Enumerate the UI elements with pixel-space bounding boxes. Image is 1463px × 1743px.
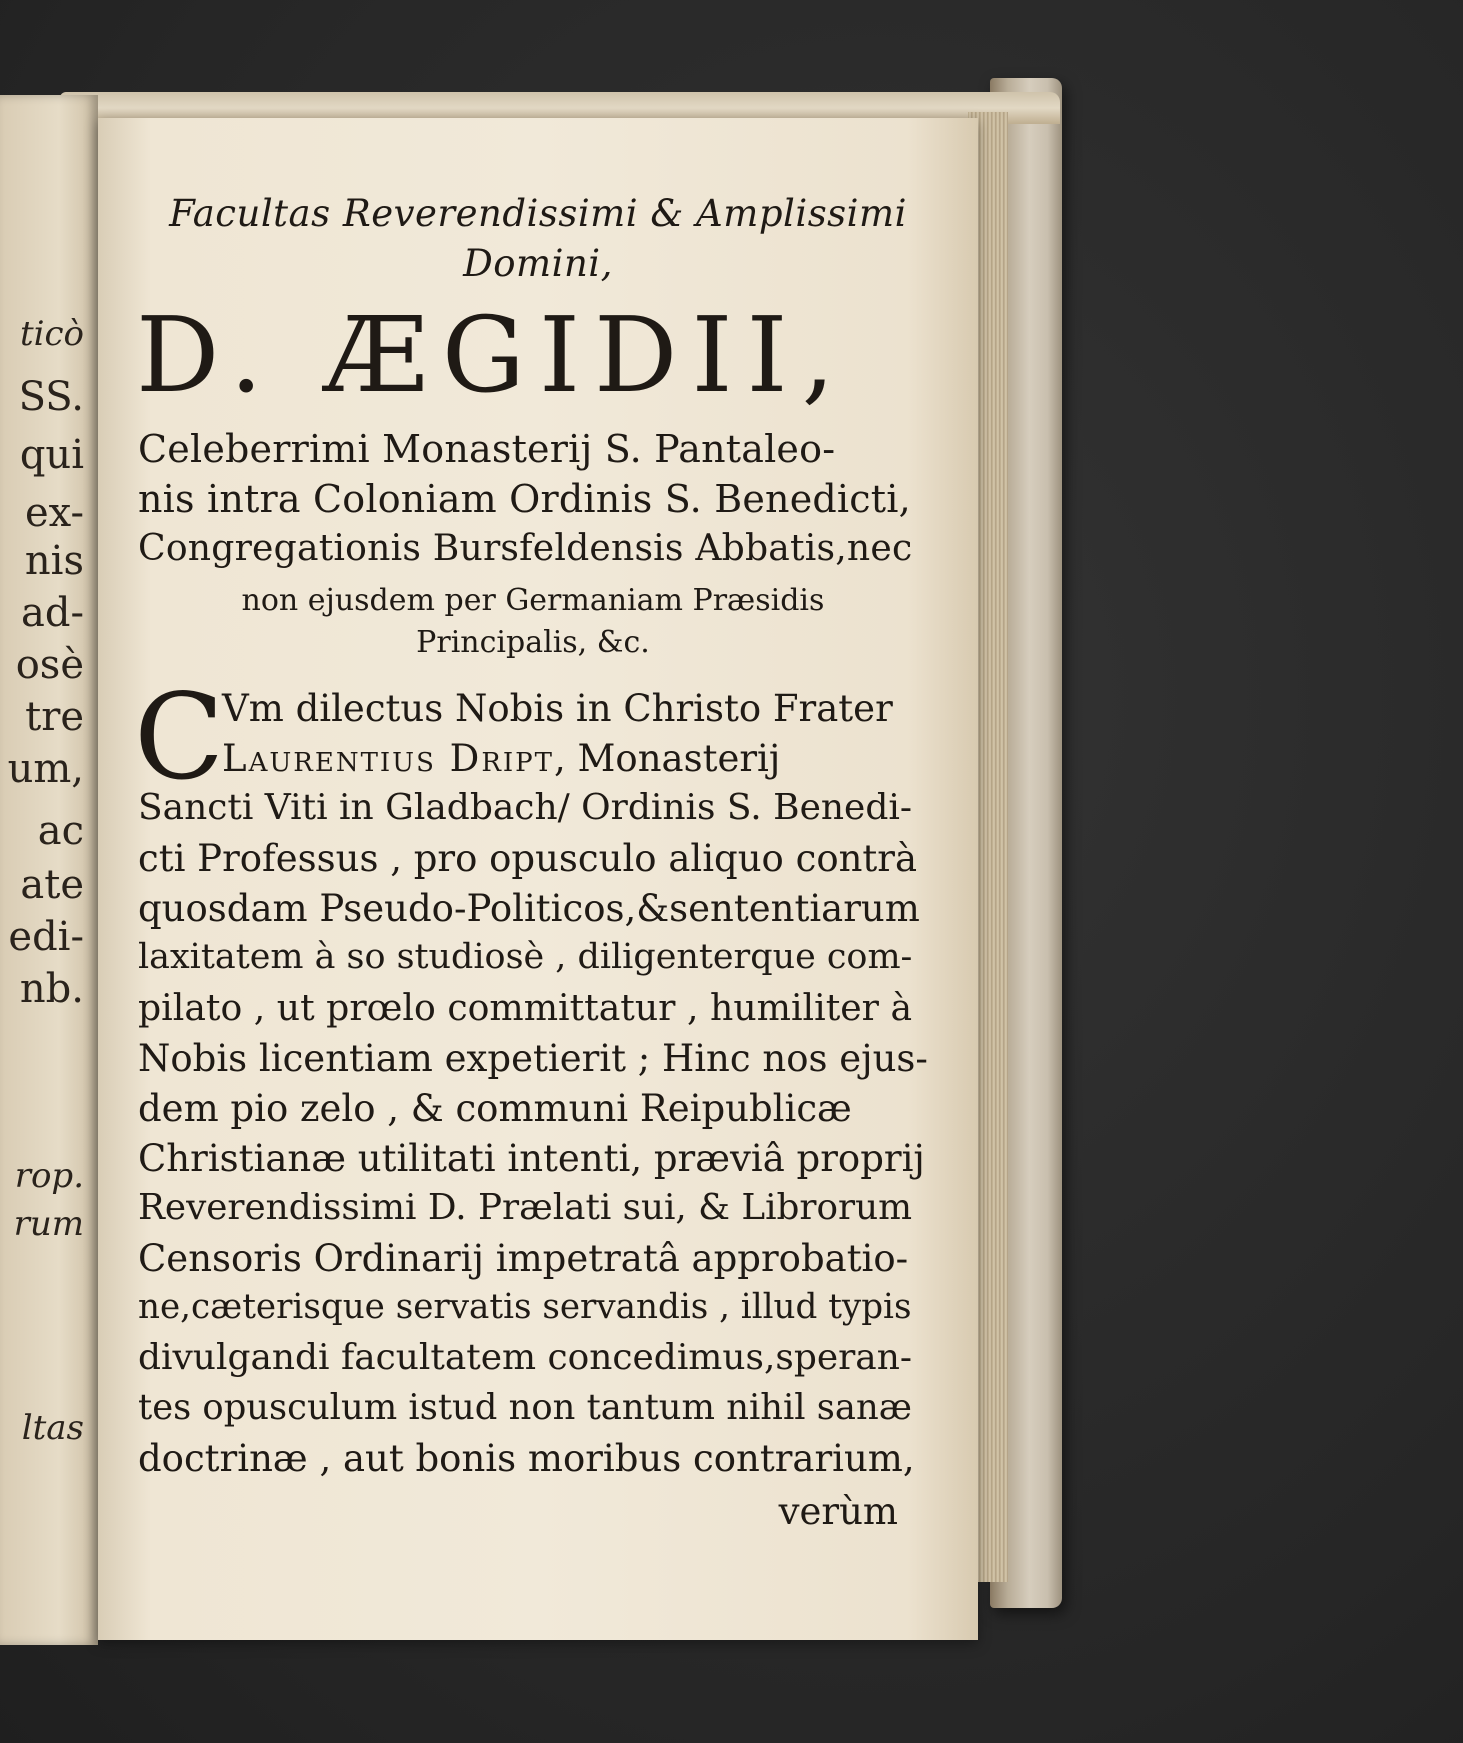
body-line: Nobis licentiam expetierit ; Hinc nos ejus- [138,1037,928,1080]
body-line: tes opusculum istud non tantum nihil sanæ [138,1387,912,1428]
title-line: Congregationis Bursfeldensis Abbatis,nec [138,526,913,569]
body-line: quosdam Pseudo-Politicos,&sententiarum [138,887,920,930]
title-line: Celeberrimi Monasterij S. Pantaleo- [138,427,836,471]
abbot-name: D. ÆGIDII, [136,294,849,416]
right-page [98,118,978,1640]
left-fragment: qui [19,432,84,478]
body-line-names [222,737,928,780]
body-line-suffix: , Monasterij [554,737,781,780]
left-fragment: nb. [19,966,84,1012]
body-line: divulgandi facultatem concedimus,speran- [138,1337,913,1378]
body-line: ne,cæterisque servatis servandis , illud typis [138,1287,912,1327]
body-line: dem pio zelo , & communi Reipublicæ [138,1087,852,1130]
left-fragment: nis [24,538,84,584]
drop-cap: C [134,668,225,806]
left-fragment: ltas [21,1408,84,1448]
left-fragment: ad- [21,590,84,636]
body-line: Censoris Ordinarij impetratâ approbatio- [138,1237,909,1280]
left-fragment: osè [15,642,84,688]
author-name: Laurentius Dript [222,737,555,780]
title-line: nis intra Coloniam Ordinis S. Benedicti, [138,477,911,521]
left-fragment: rop. [14,1156,84,1196]
left-fragment: tre [25,694,84,740]
left-fragment: ate [20,862,84,908]
title-small-line: Principalis, &c. [416,625,650,660]
left-fragment: SS. [18,374,84,420]
body-line: Vm dilectus Nobis in Christo Frater [222,687,893,730]
left-fragment: edi- [8,914,84,960]
left-fragment: ticò [19,314,84,354]
body-line: Reverendissimi D. Prælati sui, & Librorum [138,1187,913,1228]
catchword: verùm [778,1490,898,1533]
left-fragment: um, [7,746,84,792]
left-fragment: rum [13,1204,84,1244]
body-line: Christianæ utilitati intenti, præviâ proprij [138,1137,925,1180]
heading-line-1: Facultas Reverendissimi & Amplissimi [169,192,907,235]
body-line: doctrinæ , aut bonis moribus contrarium, [138,1437,915,1480]
body-line: laxitatem à so studiosè , diligenterque com- [138,937,913,977]
body-line: pilato , ut prœlo committatur , humiliter à [138,986,913,1029]
left-fragment: ac [37,808,84,854]
left-fragment: ex- [24,490,84,536]
body-line: Sancti Viti in Gladbach/ Ordinis S. Benedi- [138,787,913,828]
heading-line-2: Domini, [463,242,613,285]
left-page [0,95,98,1645]
body-line: cti Professus , pro opusculo aliquo contrà [138,837,918,880]
title-small-line: non ejusdem per Germaniam Præsidis [241,583,825,618]
